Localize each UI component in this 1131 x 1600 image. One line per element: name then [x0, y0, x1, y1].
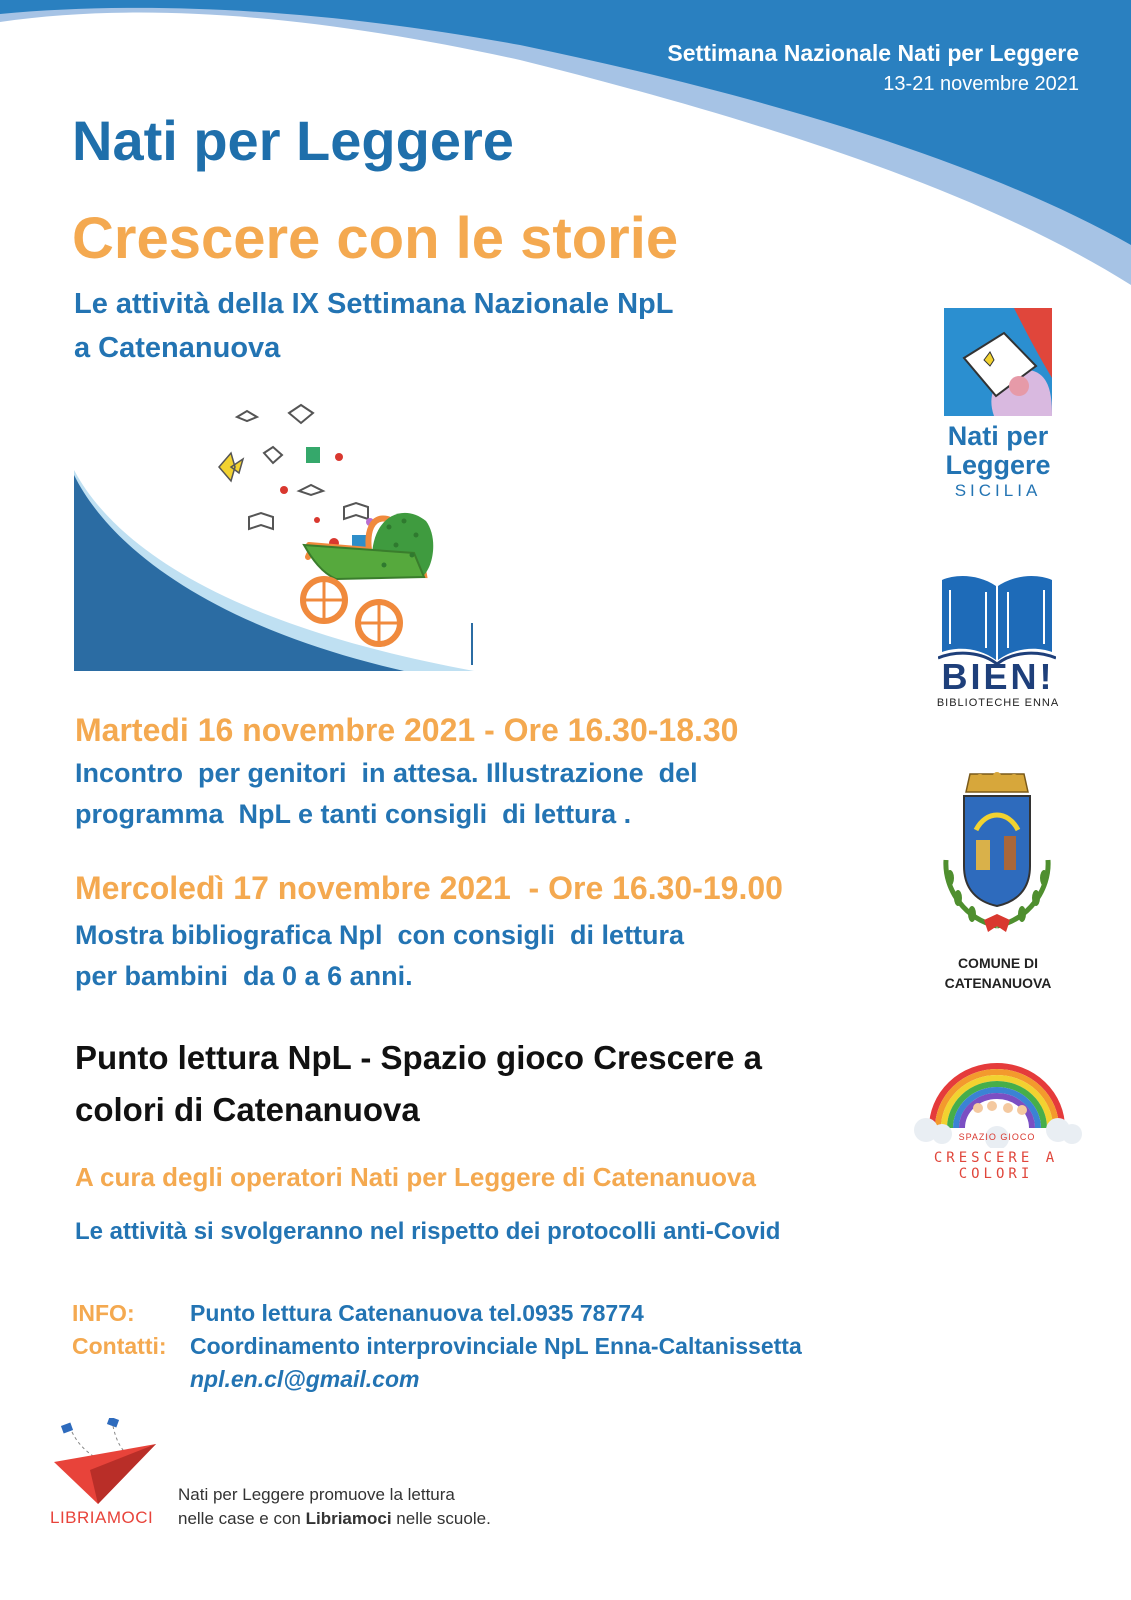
spazio-gioco-text: CRESCERE A COLORI — [933, 1150, 1059, 1182]
npl-sicilia-logo — [944, 308, 1052, 416]
contacts-value: Coordinamento interprovinciale NpL Enna-Caltanissetta — [190, 1333, 802, 1359]
contacts-label: Contatti: — [72, 1333, 167, 1359]
event-1-date: Martedi 16 novembre 2021 - Ore 16.30-18.30 — [75, 712, 739, 748]
intro-line-1: Le attività della IX Settimana Nazionale NpL — [74, 288, 674, 320]
footer-libriamoci: Libriamoci — [305, 1509, 392, 1528]
footer-text — [178, 1483, 491, 1531]
npl-sicilia-line-1: Nati per — [947, 421, 1049, 451]
event-2-line-1: Mostra bibliografica Npl con consigli di lettura — [75, 920, 685, 950]
event-2-description — [75, 915, 835, 997]
event-2-line-2: per bambini da 0 a 6 anni. — [75, 961, 413, 991]
info-value: Punto lettura Catenanuova tel.0935 78774 — [190, 1300, 644, 1326]
spazio-gioco-small: SPAZIO GIOCO — [958, 1132, 1036, 1142]
header-event — [667, 40, 1079, 96]
libriamoci-logo-text: LIBRIAMOCI — [50, 1508, 154, 1527]
venue — [75, 1032, 895, 1136]
paper-plane-icon — [50, 1418, 160, 1506]
info-label: INFO: — [72, 1300, 135, 1326]
page-subtitle: Crescere con le storie — [72, 206, 679, 271]
event-1-description — [75, 753, 835, 835]
event-2-date: Mercoledì 17 novembre 2021 - Ore 16.30-19.00 — [75, 870, 783, 906]
covid-note: Le attività si svolgeranno nel rispetto dei protocolli anti-Covid — [75, 1218, 781, 1245]
npl-sicilia-line-2: Leggere — [945, 450, 1051, 480]
bien-logo-text: BIEN! — [941, 656, 1055, 697]
page-title: Nati per Leggere — [72, 109, 514, 172]
event-1-line-2: programma NpL e tanti consigli di lettura . — [75, 799, 632, 829]
curated-by: A cura degli operatori Nati per Leggere di Catenanuova — [75, 1162, 756, 1192]
footer-line-2 — [178, 1507, 491, 1531]
comune-line-2: CATENANUOVA — [944, 975, 1052, 991]
npl-sicilia-line-3: SICILIA — [954, 481, 1042, 500]
intro-text — [74, 282, 673, 370]
reading-child-icon — [944, 308, 1052, 416]
stroller-illustration — [74, 395, 484, 680]
comune-label — [920, 953, 1076, 993]
footer-line-1: Nati per Leggere promuove la lettura — [178, 1485, 455, 1504]
coat-of-arms-icon — [936, 770, 1058, 942]
footer-line-2-post: nelle scuole. — [391, 1509, 491, 1528]
comune-line-1: COMUNE DI — [957, 955, 1039, 971]
footer-line-2-pre: nelle case e con — [178, 1509, 306, 1528]
event-name: Settimana Nazionale Nati per Leggere — [667, 40, 1079, 66]
open-book-icon — [938, 572, 1056, 664]
bien-logo-subtitle: BIBLIOTECHE ENNA — [936, 697, 1060, 709]
npl-sicilia-text — [926, 422, 1070, 502]
event-1-line-1: Incontro per genitori in attesa. Illustrazione del — [75, 758, 698, 788]
venue-line-2: colori di Catenanuova — [75, 1091, 420, 1128]
venue-line-1: Punto lettura NpL - Spazio gioco Crescere a — [75, 1039, 763, 1076]
intro-line-2: a Catenanuova — [74, 332, 281, 364]
event-dates: 13-21 novembre 2021 — [883, 73, 1079, 95]
email-link[interactable]: npl.en.cl@gmail.com — [190, 1366, 420, 1392]
